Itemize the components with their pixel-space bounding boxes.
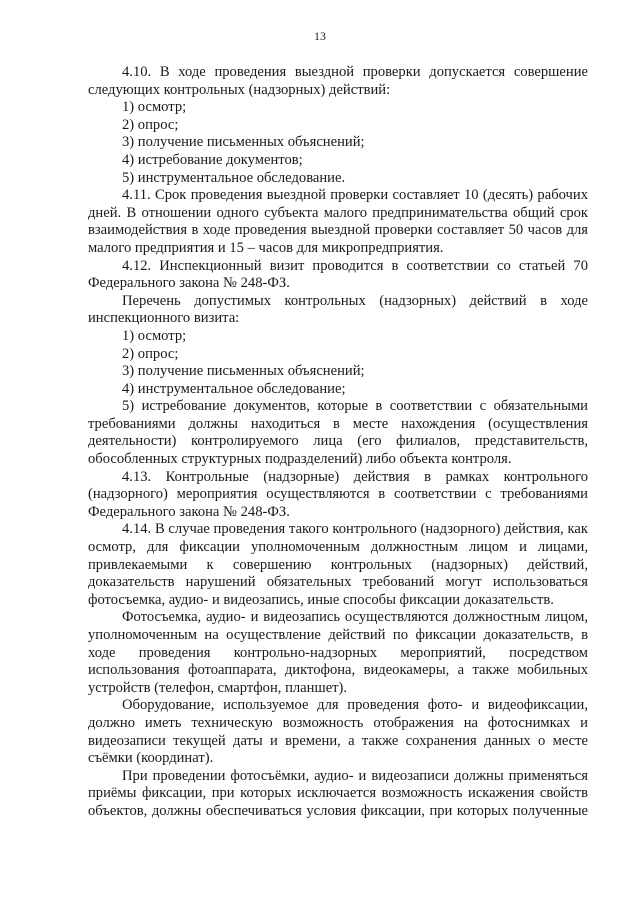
list-item: 1) осмотр; [122,99,187,116]
list-item: 2) опрос; [122,116,179,133]
list-item: 4) истребование документов; [122,151,303,168]
paragraph: Перечень допустимых контрольных (надзорных) действий в ходе инспекционного визита: [88,292,588,327]
list-item: 3) получение письменных объяснений; [122,134,365,151]
page-number: 13 [314,29,326,43]
paragraph: 4.12. Инспекционный визит проводится в соответствии со статьей 70 Федерального закона № 248-ФЗ. [88,257,588,292]
list-item: 5) инструментальное обследование. [122,169,346,186]
document-body [88,64,588,821]
paragraph: Фотосъемка, аудио- и видеозапись осуществляются должностным лицом, уполномоченным на осуществление действий по фиксации доказательств, в ходе проведения контрольно-надзорных мероприятий, посредством использования фотоаппарата, диктофона, видеокамеры, а также мобильных устройств (телефон, смартфон, планшет). [88,609,588,696]
list-item: 1) осмотр; [122,327,187,344]
paragraph: 4.10. В ходе проведения выездной проверки допускается совершение следующих контрольных (надзорных) действий: [88,64,588,98]
list-item: 2) опрос; [122,345,179,362]
paragraph: 4.11. Срок проведения выездной проверки составляет 10 (десять) рабочих дней. В отношении одного субъекта малого предпринимательства общий срок взаимодействия в ходе проведения выездной проверки составляет 50 часов для малого предприятия и 15 – часов для микропредприятия. [88,187,588,256]
paragraph: 4.14. В случае проведения такого контрольного (надзорного) действия, как осмотр, для фиксации уполномоченным должностным лицом и лицами, привлекаемыми к совершению контрольных (надзорных) действий, доказательств нарушений обязательных требований могут использоваться фотосъемка, аудио- и видеозапись, иные способы фиксации доказательств. [88,521,588,608]
paragraph: 4.13. Контрольные (надзорные) действия в рамках контрольного (надзорного) мероприятия осуществляются в соответствии с требованиями Федерального закона № 248-ФЗ. [88,468,588,520]
paragraph: Оборудование, используемое для проведения фото- и видеофиксации, должно иметь техническую возможность отображения на фотоснимках и видеозаписи текущей даты и времени, а также сохранения данных о месте съёмки (координат). [88,697,588,767]
paragraph: При проведении фотосъёмки, аудио- и видеозаписи должны применяться приёмы фиксации, при которых исключается возможность искажения свойств объектов, должны обеспечиваться условия фиксации, при которых полученные [88,767,588,819]
paragraph: 5) истребование документов, которые в соответствии с обязательными требованиями должны находиться в месте нахождения (осуществления деятельности) контролируемого лица (его филиалов, представительств, обособленных структурных подразделений) либо объекта контроля. [88,398,588,468]
list-item: 3) получение письменных объяснений; [122,363,365,380]
list-item: 4) инструментальное обследование; [122,380,346,397]
